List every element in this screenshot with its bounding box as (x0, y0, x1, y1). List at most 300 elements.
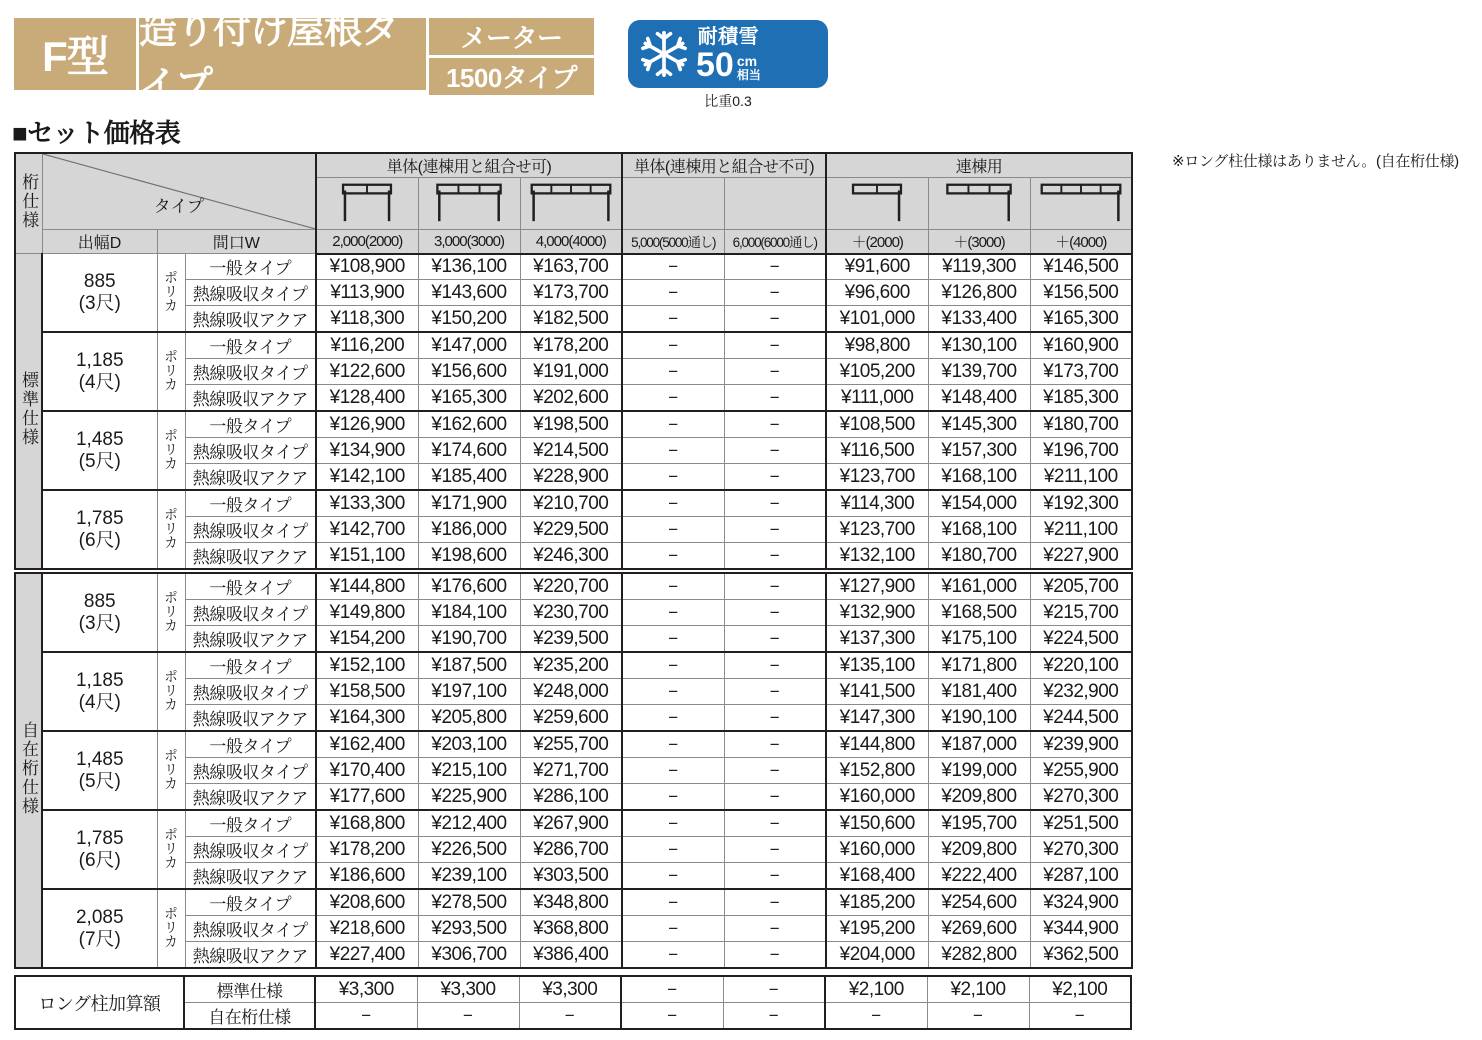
section-spec-label: 標準仕様 (19, 371, 38, 447)
price-cell: ¥147,000 (418, 332, 520, 359)
section-spec-label: 自在桁仕様 (19, 721, 38, 816)
price-cell: ¥101,000 (826, 306, 928, 333)
price-cell: ¥171,900 (418, 490, 520, 517)
price-cell: ¥222,400 (928, 863, 1030, 890)
price-cell: ¥160,000 (826, 837, 928, 863)
price-cell: ¥210,700 (520, 490, 622, 517)
material-label: ポリカ (163, 348, 179, 391)
column-header: ＋(3000) (928, 230, 1030, 254)
price-cell: ¥145,300 (928, 411, 1030, 438)
price-cell: ¥168,800 (316, 810, 418, 837)
column-icon-cell (1030, 178, 1132, 230)
depth-cell: 1,485 (5尺) (42, 731, 157, 810)
price-cell: − (622, 652, 724, 679)
snow-value: 50 (696, 45, 734, 84)
price-cell: ¥181,400 (928, 679, 1030, 705)
surcharge-spec-cell: 自在桁仕様 (184, 1003, 315, 1030)
depth-header-label: 出幅D (77, 235, 122, 252)
banner-sub1: メーター (429, 18, 594, 58)
carport-2bay-icon (319, 179, 415, 225)
price-cell: ¥204,000 (826, 942, 928, 969)
table-row (15, 731, 1132, 758)
extension-3bay-icon (931, 179, 1027, 225)
depth-cell: 1,785 (6尺) (42, 810, 157, 889)
column-icon-cell (520, 178, 622, 230)
price-cell: − (724, 254, 826, 280)
price-cell: ¥212,400 (418, 810, 520, 837)
price-cell: ¥149,800 (316, 600, 418, 626)
price-cell: − (622, 517, 724, 543)
price-cell: − (724, 731, 826, 758)
price-cell: ¥150,600 (826, 810, 928, 837)
price-cell: ¥190,100 (928, 705, 1030, 732)
price-cell: − (622, 942, 724, 969)
price-cell: ¥270,300 (1030, 837, 1132, 863)
price-cell: ¥132,900 (826, 600, 928, 626)
price-cell: ¥150,200 (418, 306, 520, 333)
surcharge-value-cell: − (417, 1003, 519, 1030)
roof-type-cell: 熱線吸収タイプ (185, 438, 316, 464)
roof-type-cell: 熱線吸収タイプ (185, 679, 316, 705)
roof-type-cell: 熱線吸収タイプ (185, 758, 316, 784)
price-table-jizaiketa (14, 572, 1133, 969)
snow-unit-stack (737, 54, 761, 81)
price-cell: − (622, 490, 724, 517)
price-cell: ¥368,800 (520, 916, 622, 942)
price-cell: ¥226,500 (418, 837, 520, 863)
snow-load-badge (628, 20, 828, 111)
material-label: ポリカ (163, 747, 179, 790)
price-cell: ¥186,000 (418, 517, 520, 543)
price-cell: ¥205,700 (1030, 573, 1132, 600)
price-cell: ¥182,500 (520, 306, 622, 333)
price-cell: − (724, 411, 826, 438)
column-icon-cell (724, 178, 826, 230)
surcharge-value-cell: ¥2,100 (927, 976, 1029, 1003)
surcharge-value-cell: − (621, 1003, 723, 1030)
price-cell: ¥186,600 (316, 863, 418, 890)
price-cell: − (622, 889, 724, 916)
price-cell: ¥224,500 (1030, 626, 1132, 653)
roof-type-cell: 熱線吸収タイプ (185, 280, 316, 306)
price-cell: ¥227,400 (316, 942, 418, 969)
price-cell: ¥105,200 (826, 359, 928, 385)
price-cell: ¥142,100 (316, 464, 418, 491)
roof-type-cell: 熱線吸収アクア (185, 464, 316, 491)
banner-name: 造り付け屋根タイプ (139, 18, 429, 90)
price-cell: ¥168,500 (928, 600, 1030, 626)
price-cell: ¥287,100 (1030, 863, 1132, 890)
price-cell: ¥178,200 (520, 332, 622, 359)
price-cell: − (724, 942, 826, 969)
price-cell: ¥246,300 (520, 543, 622, 570)
snow-unit: cm (736, 52, 758, 69)
price-cell: − (724, 359, 826, 385)
banner-type: F型 (14, 18, 139, 90)
surcharge-value-cell: − (723, 976, 825, 1003)
price-cell: ¥98,800 (826, 332, 928, 359)
price-cell: ¥164,300 (316, 705, 418, 732)
price-cell: ¥187,000 (928, 731, 1030, 758)
surcharge-value-cell: − (621, 976, 723, 1003)
price-cell: − (622, 254, 724, 280)
price-cell: ¥111,000 (826, 385, 928, 412)
price-cell: − (724, 679, 826, 705)
roof-type-cell: 熱線吸収タイプ (185, 600, 316, 626)
price-cell: ¥143,600 (418, 280, 520, 306)
column-header: 3,000(3000) (418, 230, 520, 254)
price-cell: ¥168,100 (928, 464, 1030, 491)
price-cell: − (622, 810, 724, 837)
price-cell: ¥160,900 (1030, 332, 1132, 359)
roof-type-cell: 一般タイプ (185, 411, 316, 438)
surcharge-label-cell: ロング柱加算額 (15, 976, 184, 1029)
material-cell (157, 810, 185, 889)
price-cell: − (724, 652, 826, 679)
price-cell: ¥154,200 (316, 626, 418, 653)
price-cell: ¥255,700 (520, 731, 622, 758)
depth-cell: 1,185 (4尺) (42, 652, 157, 731)
surcharge-value-cell: − (723, 1003, 825, 1030)
type-header-corner (42, 153, 316, 230)
price-cell: ¥185,200 (826, 889, 928, 916)
table-row (15, 254, 1132, 280)
price-cell: − (724, 385, 826, 412)
price-cell: − (622, 916, 724, 942)
price-cell: ¥239,500 (520, 626, 622, 653)
price-cell: ¥180,700 (928, 543, 1030, 570)
banner-sub2: 1500タイプ (429, 58, 594, 95)
price-cell: ¥122,600 (316, 359, 418, 385)
surcharge-value-cell: ¥2,100 (1029, 976, 1131, 1003)
price-cell: − (724, 464, 826, 491)
price-cell: ¥344,900 (1030, 916, 1132, 942)
price-cell: ¥196,700 (1030, 438, 1132, 464)
price-cell: − (622, 600, 724, 626)
roof-type-cell: 一般タイプ (185, 254, 316, 280)
column-header: 5,000(5000通し) (622, 230, 724, 254)
surcharge-value-cell: ¥3,300 (417, 976, 519, 1003)
price-cell: ¥202,600 (520, 385, 622, 412)
price-cell: ¥348,800 (520, 889, 622, 916)
price-cell: ¥192,300 (1030, 490, 1132, 517)
price-cell: − (724, 280, 826, 306)
price-cell: ¥218,600 (316, 916, 418, 942)
long-post-note: ※ロング柱仕様はありません。(自在桁仕様) (1172, 153, 1459, 170)
price-cell: ¥195,200 (826, 916, 928, 942)
price-cell: ¥118,300 (316, 306, 418, 333)
column-icon-cell (928, 178, 1030, 230)
surcharge-value-cell: ¥3,300 (315, 976, 417, 1003)
price-cell: ¥386,400 (520, 942, 622, 969)
price-cell: ¥162,600 (418, 411, 520, 438)
material-label: ポリカ (163, 589, 179, 632)
price-cell: ¥286,100 (520, 784, 622, 811)
price-cell: ¥135,100 (826, 652, 928, 679)
price-cell: − (724, 543, 826, 570)
price-cell: ¥128,400 (316, 385, 418, 412)
price-cell: ¥132,100 (826, 543, 928, 570)
price-cell: ¥139,700 (928, 359, 1030, 385)
price-cell: ¥133,300 (316, 490, 418, 517)
price-cell: ¥239,100 (418, 863, 520, 890)
width-header (157, 230, 316, 254)
material-cell (157, 490, 185, 569)
price-cell: − (622, 626, 724, 653)
table-row (15, 889, 1132, 916)
roof-type-cell: 熱線吸収タイプ (185, 517, 316, 543)
price-cell: ¥211,100 (1030, 464, 1132, 491)
roof-type-cell: 一般タイプ (185, 573, 316, 600)
price-cell: ¥114,300 (826, 490, 928, 517)
material-cell (157, 573, 185, 652)
material-cell (157, 731, 185, 810)
depth-header (42, 230, 157, 254)
material-label: ポリカ (163, 668, 179, 711)
surcharge-value-cell: − (1029, 1003, 1131, 1030)
price-cell: ¥230,700 (520, 600, 622, 626)
price-cell: ¥208,600 (316, 889, 418, 916)
price-cell: ¥173,700 (1030, 359, 1132, 385)
price-cell: ¥267,900 (520, 810, 622, 837)
price-cell: ¥171,800 (928, 652, 1030, 679)
price-cell: ¥156,500 (1030, 280, 1132, 306)
price-cell: ¥123,700 (826, 517, 928, 543)
price-cell: − (622, 863, 724, 890)
product-banner (14, 10, 594, 107)
price-cell: ¥165,300 (1030, 306, 1132, 333)
price-cell: ¥324,900 (1030, 889, 1132, 916)
price-cell: − (622, 543, 724, 570)
price-cell: − (724, 438, 826, 464)
section-spec-cell (15, 254, 42, 570)
price-cell: − (724, 306, 826, 333)
price-cell: ¥215,100 (418, 758, 520, 784)
price-cell: ¥152,100 (316, 652, 418, 679)
price-cell: ¥168,400 (826, 863, 928, 890)
surcharge-value-cell: − (519, 1003, 621, 1030)
price-cell: ¥198,500 (520, 411, 622, 438)
price-cell: − (724, 332, 826, 359)
roof-type-cell: 一般タイプ (185, 332, 316, 359)
column-header: 6,000(6000通し) (724, 230, 826, 254)
price-cell: ¥239,900 (1030, 731, 1132, 758)
price-cell: ¥255,900 (1030, 758, 1132, 784)
extension-2bay-icon (829, 179, 925, 225)
price-cell: − (622, 280, 724, 306)
material-label: ポリカ (163, 506, 179, 549)
price-cell: − (724, 758, 826, 784)
column-group-header: 連棟用 (826, 153, 1132, 178)
price-cell: ¥293,500 (418, 916, 520, 942)
price-cell: ¥306,700 (418, 942, 520, 969)
surcharge-value-cell: ¥2,100 (825, 976, 927, 1003)
snow-note: 比重0.3 (704, 93, 752, 109)
roof-type-cell: 熱線吸収アクア (185, 385, 316, 412)
price-cell: − (724, 600, 826, 626)
price-cell: ¥209,800 (928, 837, 1030, 863)
price-cell: − (622, 837, 724, 863)
price-cell: − (622, 306, 724, 333)
price-cell: ¥254,600 (928, 889, 1030, 916)
roof-type-cell: 熱線吸収アクア (185, 705, 316, 732)
price-cell: ¥146,500 (1030, 254, 1132, 280)
table-column-header-row (15, 230, 1132, 254)
roof-type-cell: 一般タイプ (185, 889, 316, 916)
price-cell: ¥162,400 (316, 731, 418, 758)
price-cell: ¥163,700 (520, 254, 622, 280)
column-group-header: 単体(連棟用と組合せ不可) (622, 153, 826, 178)
price-cell: ¥197,100 (418, 679, 520, 705)
price-cell: ¥205,800 (418, 705, 520, 732)
snow-text (696, 25, 761, 84)
price-cell: − (622, 679, 724, 705)
section-spec-cell (15, 573, 42, 968)
table-row (15, 573, 1132, 600)
table-group-header-row (15, 153, 1132, 178)
price-cell: − (724, 889, 826, 916)
price-cell: ¥215,700 (1030, 600, 1132, 626)
price-cell: ¥116,200 (316, 332, 418, 359)
price-cell: ¥185,300 (1030, 385, 1132, 412)
price-cell: ¥185,400 (418, 464, 520, 491)
material-cell (157, 332, 185, 411)
roof-type-cell: 熱線吸収タイプ (185, 916, 316, 942)
price-cell: ¥160,000 (826, 784, 928, 811)
type-header-label: タイプ (153, 197, 204, 216)
surcharge-value-cell: − (825, 1003, 927, 1030)
price-cell: − (622, 438, 724, 464)
price-cell: ¥108,900 (316, 254, 418, 280)
column-header: ＋(4000) (1030, 230, 1132, 254)
price-cell: ¥148,400 (928, 385, 1030, 412)
roof-type-cell: 熱線吸収タイプ (185, 837, 316, 863)
price-cell: − (724, 810, 826, 837)
column-header: 4,000(4000) (520, 230, 622, 254)
banner-sub-stack (429, 18, 594, 93)
roof-type-cell: 熱線吸収アクア (185, 306, 316, 333)
column-header: 2,000(2000) (316, 230, 418, 254)
price-cell: ¥173,700 (520, 280, 622, 306)
price-cell: ¥91,600 (826, 254, 928, 280)
price-cell: ¥278,500 (418, 889, 520, 916)
price-cell: − (622, 332, 724, 359)
roof-type-cell: 熱線吸収アクア (185, 543, 316, 570)
price-cell: ¥154,000 (928, 490, 1030, 517)
price-cell: − (622, 758, 724, 784)
price-cell: ¥161,000 (928, 573, 1030, 600)
price-cell: − (622, 385, 724, 412)
price-cell: ¥142,700 (316, 517, 418, 543)
price-cell: ¥119,300 (928, 254, 1030, 280)
price-cell: ¥362,500 (1030, 942, 1132, 969)
price-cell: − (622, 464, 724, 491)
roof-type-cell: 熱線吸収アクア (185, 626, 316, 653)
price-cell: ¥151,100 (316, 543, 418, 570)
depth-cell: 885 (3尺) (42, 573, 157, 652)
price-cell: − (724, 626, 826, 653)
surcharge-value-cell: − (927, 1003, 1029, 1030)
price-cell: ¥244,500 (1030, 705, 1132, 732)
price-cell: ¥126,900 (316, 411, 418, 438)
price-cell: ¥214,500 (520, 438, 622, 464)
roof-type-cell: 一般タイプ (185, 731, 316, 758)
material-label: ポリカ (163, 826, 179, 869)
roof-type-cell: 一般タイプ (185, 490, 316, 517)
price-table-standard (14, 152, 1133, 570)
roof-type-cell: 熱線吸収タイプ (185, 359, 316, 385)
price-cell: ¥286,700 (520, 837, 622, 863)
price-cell: ¥96,600 (826, 280, 928, 306)
price-cell: − (622, 784, 724, 811)
price-cell: ¥174,600 (418, 438, 520, 464)
price-cell: − (622, 731, 724, 758)
roof-type-cell: 熱線吸収アクア (185, 784, 316, 811)
price-cell: ¥190,700 (418, 626, 520, 653)
price-cell: ¥137,300 (826, 626, 928, 653)
price-cell: ¥227,900 (1030, 543, 1132, 570)
column-icon-cell (316, 178, 418, 230)
price-cell: − (622, 359, 724, 385)
price-cell: ¥251,500 (1030, 810, 1132, 837)
price-cell: ¥126,800 (928, 280, 1030, 306)
material-cell (157, 411, 185, 490)
price-cell: ¥259,600 (520, 705, 622, 732)
price-cell: ¥168,100 (928, 517, 1030, 543)
price-cell: ¥191,000 (520, 359, 622, 385)
price-cell: ¥141,500 (826, 679, 928, 705)
column-icon-cell (622, 178, 724, 230)
roof-type-cell: 一般タイプ (185, 652, 316, 679)
snow-value-row (696, 45, 761, 84)
column-group-header: 単体(連棟用と組合せ可) (316, 153, 622, 178)
surcharge-spec-cell: 標準仕様 (184, 976, 315, 1003)
page-title: ■セット価格表 (12, 118, 181, 148)
price-cell: ¥113,900 (316, 280, 418, 306)
price-cell: ¥130,100 (928, 332, 1030, 359)
price-cell: ¥203,100 (418, 731, 520, 758)
price-cell: − (622, 705, 724, 732)
price-cell: − (622, 573, 724, 600)
table-row (15, 652, 1132, 679)
material-label: ポリカ (163, 427, 179, 470)
price-cell: ¥144,800 (826, 731, 928, 758)
depth-cell: 885 (3尺) (42, 254, 157, 333)
price-cell: ¥158,500 (316, 679, 418, 705)
spec-header-label: 桁仕様 (19, 173, 39, 230)
price-cell: ¥220,700 (520, 573, 622, 600)
price-cell: ¥187,500 (418, 652, 520, 679)
price-cell: ¥228,900 (520, 464, 622, 491)
price-cell: ¥248,000 (520, 679, 622, 705)
price-cell: ¥198,600 (418, 543, 520, 570)
table-row (15, 490, 1132, 517)
roof-type-cell: 一般タイプ (185, 810, 316, 837)
price-cell: ¥133,400 (928, 306, 1030, 333)
price-cell: ¥116,500 (826, 438, 928, 464)
price-cell: − (724, 490, 826, 517)
price-cell: ¥199,000 (928, 758, 1030, 784)
price-cell: ¥108,500 (826, 411, 928, 438)
price-cell: ¥195,700 (928, 810, 1030, 837)
price-cell: − (724, 784, 826, 811)
price-cell: ¥220,100 (1030, 652, 1132, 679)
price-cell: ¥147,300 (826, 705, 928, 732)
price-cell: ¥136,100 (418, 254, 520, 280)
price-cell: − (724, 705, 826, 732)
depth-cell: 2,085 (7尺) (42, 889, 157, 968)
price-cell: − (724, 573, 826, 600)
